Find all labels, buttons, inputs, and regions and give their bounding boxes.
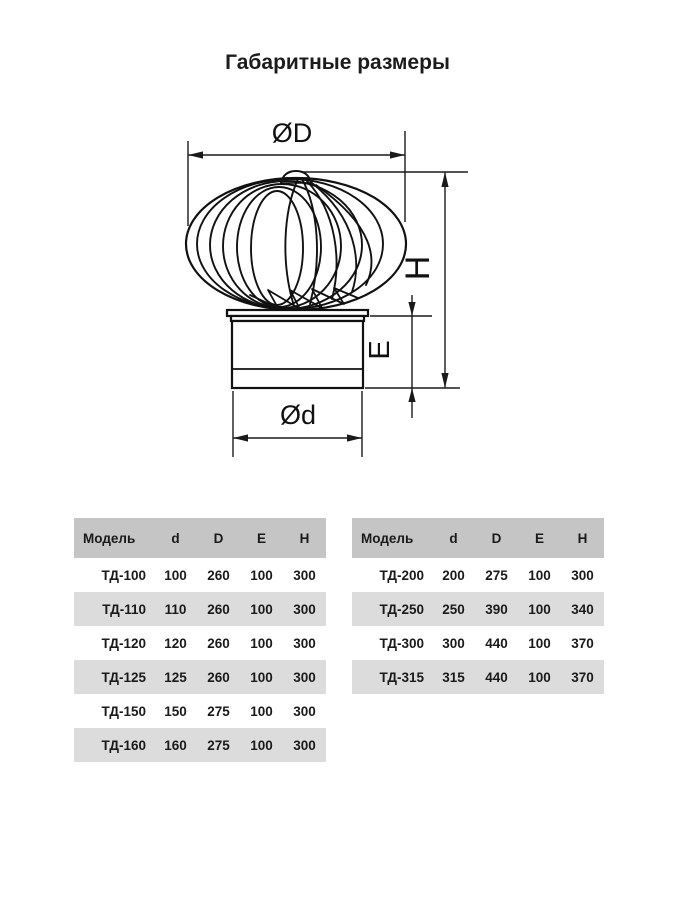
table-cell: 260: [207, 635, 230, 651]
table-header-cell: D: [475, 518, 518, 558]
page-title: Габаритные размеры: [225, 51, 450, 74]
table-cell: ТД-125: [101, 669, 146, 685]
table-cell: 260: [207, 601, 230, 617]
table-cell: 340: [571, 601, 594, 617]
table-cell: 300: [293, 703, 316, 719]
table-row: [74, 626, 326, 660]
spec-table-small-models: [74, 518, 326, 762]
table-cell: 440: [485, 669, 508, 685]
table-cell: 300: [293, 601, 316, 617]
arrowhead-right: [347, 434, 362, 441]
table-row: [74, 592, 326, 626]
arrowhead-right: [390, 151, 405, 158]
table-cell: ТД-250: [379, 601, 424, 617]
arrowhead-left: [233, 434, 248, 441]
table-row: [352, 592, 604, 626]
table-cell: 125: [164, 669, 187, 685]
table-header-row: [74, 518, 326, 558]
base-pipe: [227, 310, 368, 388]
arrowhead-up: [408, 388, 415, 402]
table-cell: ТД-150: [101, 703, 146, 719]
table-cell: 100: [250, 703, 273, 719]
table-row: [352, 626, 604, 660]
dim-label-height: H: [399, 255, 437, 281]
table-row: [74, 660, 326, 694]
table-cell: 260: [207, 669, 230, 685]
table-cell: ТД-300: [379, 635, 424, 651]
pipe-body: [232, 321, 363, 388]
table-cell: ТД-315: [379, 669, 424, 685]
table-cell: 275: [207, 703, 230, 719]
table-header-cell: Модель: [74, 518, 154, 558]
table-cell: ТД-120: [101, 635, 146, 651]
table-header-cell: H: [283, 518, 326, 558]
table-cell: 300: [293, 669, 316, 685]
dim-label-collar-height: E: [364, 340, 396, 360]
table-cell: 100: [250, 635, 273, 651]
table-header-cell: E: [240, 518, 283, 558]
table-header-cell: d: [432, 518, 475, 558]
table-cell: 370: [571, 669, 594, 685]
table-cell: 100: [528, 601, 551, 617]
table-header: [352, 518, 604, 558]
table-cell: 120: [164, 635, 187, 651]
table-cell: 100: [250, 737, 273, 753]
table-cell: 275: [485, 567, 508, 583]
table-cell: 200: [442, 567, 465, 583]
table-cell: 440: [485, 635, 508, 651]
table-cell: 370: [571, 635, 594, 651]
table-cell: 260: [207, 567, 230, 583]
table-row: [352, 660, 604, 694]
table-cell: 250: [442, 601, 465, 617]
table-cell: 100: [250, 601, 273, 617]
table-cell: 100: [250, 567, 273, 583]
table-row: [74, 694, 326, 728]
table-cell: 300: [293, 567, 316, 583]
table-cell: 150: [164, 703, 187, 719]
table-cell: 315: [442, 669, 465, 685]
table-cell: 300: [293, 635, 316, 651]
arrowhead-down: [408, 302, 415, 316]
table-row: [352, 558, 604, 592]
table-cell: 300: [293, 737, 316, 753]
table-cell: ТД-160: [101, 737, 146, 753]
table-row: [74, 558, 326, 592]
table-cell: 100: [528, 635, 551, 651]
table-header-cell: Модель: [352, 518, 432, 558]
dim-label-outer-diameter: ØD: [271, 118, 313, 148]
table-cell: 300: [571, 567, 594, 583]
deflector-head: [186, 171, 406, 310]
table-header-cell: D: [197, 518, 240, 558]
table-cell: 390: [485, 601, 508, 617]
table-row: [74, 728, 326, 762]
table-header: [74, 518, 326, 558]
table-cell: 300: [442, 635, 465, 651]
spec-table-large-models: [352, 518, 604, 694]
table-cell: ТД-110: [102, 601, 146, 617]
table-cell: ТД-100: [101, 567, 146, 583]
arrowhead-left: [188, 151, 203, 158]
table-header-cell: E: [518, 518, 561, 558]
arrowhead-up: [441, 172, 448, 187]
table-cell: 100: [164, 567, 187, 583]
dim-label-pipe-diameter: Ød: [279, 400, 317, 430]
table-cell: 110: [164, 601, 187, 617]
table-cell: 160: [164, 737, 187, 753]
arrowhead-down: [441, 373, 448, 388]
table-header-cell: H: [561, 518, 604, 558]
table-cell: 275: [207, 737, 230, 753]
table-cell: 100: [528, 669, 551, 685]
table-cell: ТД-200: [379, 567, 424, 583]
table-cell: 100: [250, 669, 273, 685]
table-cell: 100: [528, 567, 551, 583]
table-header-row: [352, 518, 604, 558]
table-header-cell: d: [154, 518, 197, 558]
